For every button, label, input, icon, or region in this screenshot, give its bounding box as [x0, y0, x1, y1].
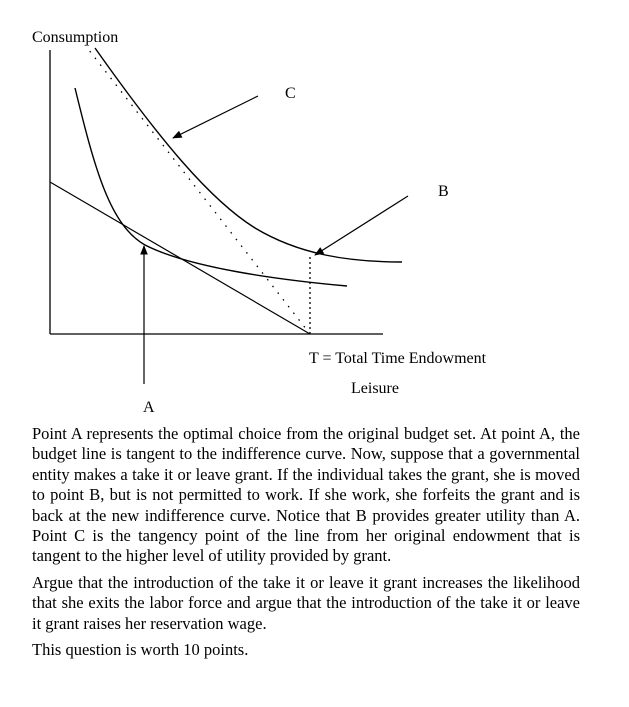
y-axis-label: Consumption	[32, 29, 119, 46]
arrow-to-point-c	[173, 96, 258, 138]
higher-indifference-curve	[95, 48, 402, 262]
arrow-to-point-b	[315, 196, 408, 255]
point-c-label: C	[285, 85, 296, 102]
endowment-tangent-dotted-line	[85, 45, 310, 334]
point-b-label: B	[438, 183, 449, 200]
x-axis-label: Leisure	[351, 380, 399, 397]
point-a-label: A	[143, 399, 155, 416]
paragraph-explanation: Point A represents the optimal choice from the original budget set. At point A, the budget line is tangent to the indifference curve. Now, suppose that a governmental entity makes a take it or leave grant. If the individual takes the grant, she is moved to point B, but is not permitted to work. If she work, she forfeits the grant and is back at the new indifference curve. Notice that B provides greater utility than A. Point C is the tangency point of the line from her original endowment that is tangent to the higher level of utility provided by grant.	[32, 424, 580, 566]
question-text	[32, 424, 580, 666]
original-indifference-curve	[75, 88, 347, 286]
paragraph-points: This question is worth 10 points.	[32, 640, 249, 660]
endowment-label: T = Total Time Endowment	[309, 350, 487, 367]
paragraph-prompt: Argue that the introduction of the take it or leave it grant increases the likelihood that she exits the labor force and argue that the introduction of the take it or leave it grant raises her reservation wage.	[32, 572, 580, 633]
